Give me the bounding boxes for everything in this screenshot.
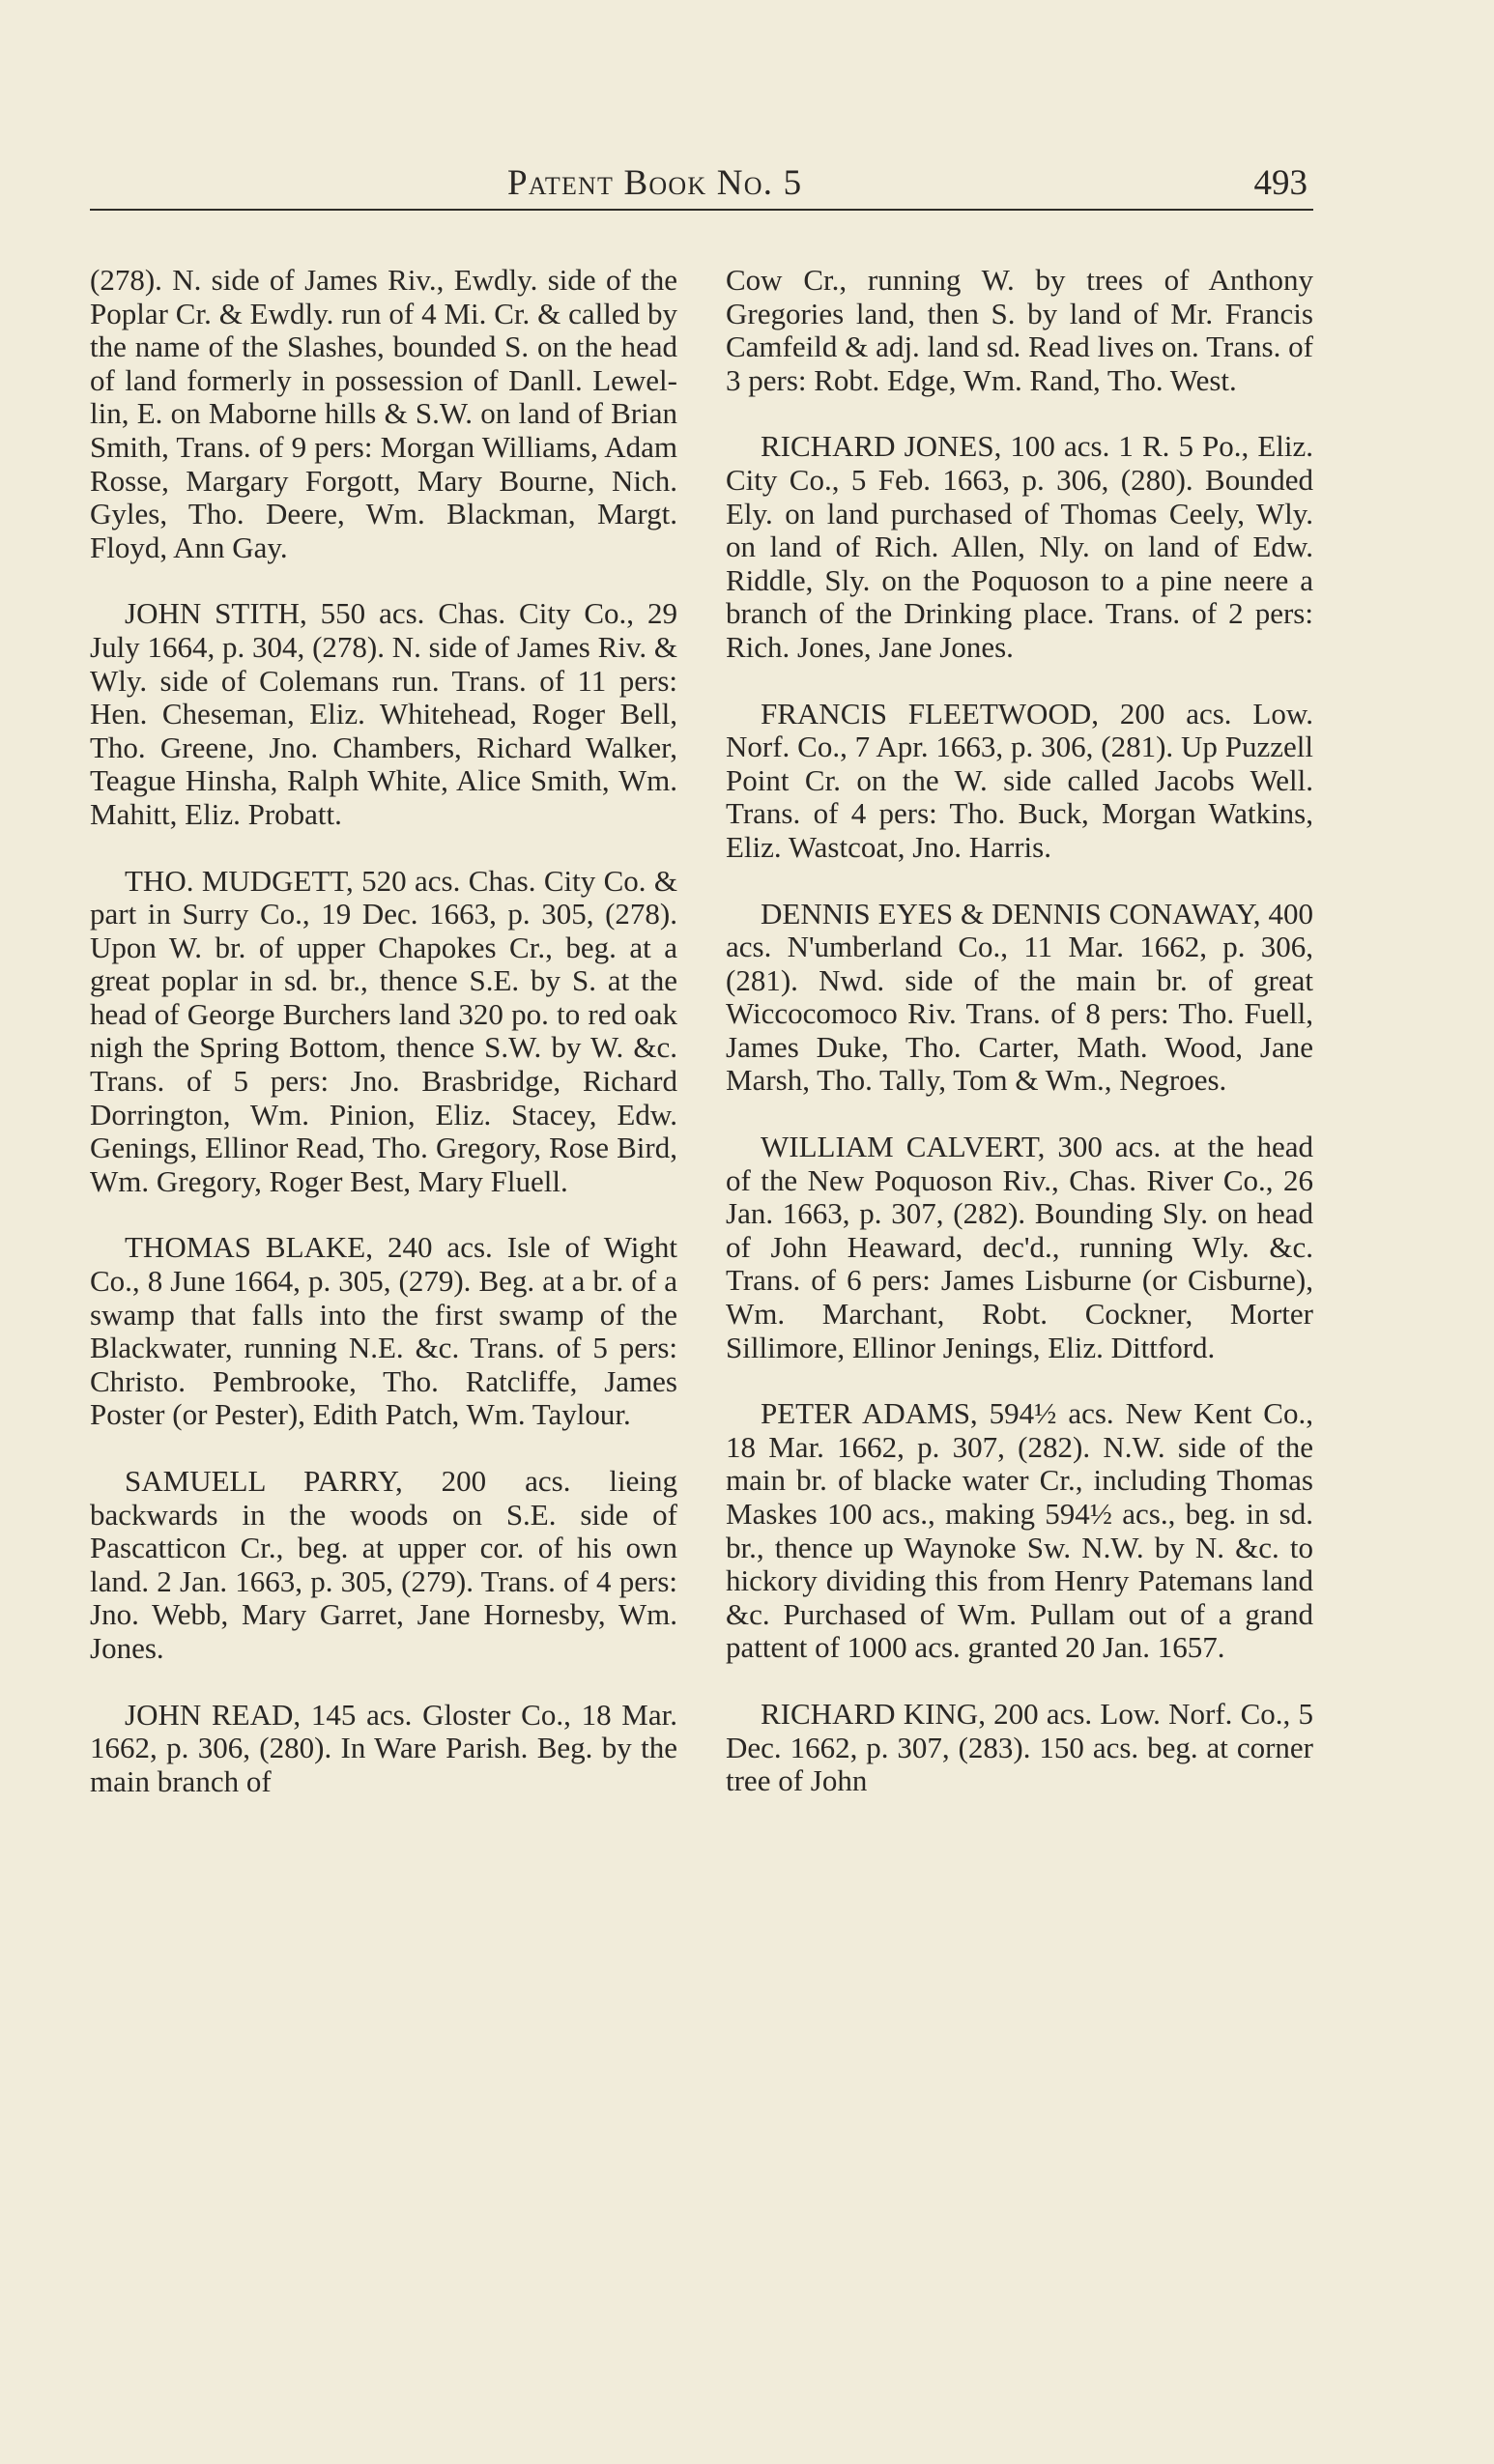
running-header — [90, 155, 1313, 211]
patent-entry-tho-mudgett: THO. MUDGETT, 520 acs. Chas. City Co. & part in Surry Co., 19 Dec. 1663, p. 305, (278). Upon W. br. of upper Chapokes Cr., beg. at a great poplar in sd. br., thence S.E. by S. at the head of George Burchers land 320 po. to red oak nigh the Spring Bottom, thence S.W. by W. &c. Trans. of 5 pers: Jno. Brasbridge, Richard Dorrington, Wm. Pinion, Eliz. Stacey, Edw. Genings, Ellinor Read, Tho. Gregory, Rose Bird, Wm. Gregory, Roger Best, Mary Fluell. — [90, 863, 677, 1198]
patent-entry-peter-adams: PETER ADAMS, 594½ acs. New Kent Co., 18 Mar. 1662, p. 307, (282). N.W. side of the main br. of blacke water Cr., including Thomas Maskes 100 acs., making 594½ acs., beg. in sd. br., thence up Waynoke Sw. N.W. by N. &c. to hickory dividing this from Henry Patemans land &c. Purchased of Wm. Pullam out of a grand pattent of 1000 acs. granted 20 Jan. 1657. — [726, 1396, 1313, 1665]
page-number: 493 — [1253, 163, 1307, 203]
patent-entry-john-read: JOHN READ, 145 acs. Gloster Co., 18 Mar. 1662, p. 306, (280). In Ware Parish. Beg. by the main branch of — [90, 1697, 677, 1798]
patent-entry-richard-king: RICHARD KING, 200 acs. Low. Norf. Co., 5 Dec. 1662, p. 307, (283). 150 acs. beg. at corner tree of John — [726, 1696, 1313, 1798]
patent-entry-richard-jones: RICHARD JONES, 100 acs. 1 R. 5 Po., Eliz. City Co., 5 Feb. 1663, p. 306, (280). Bounded Ely. on land purchased of Thomas Ceely, Wly. on land of Rich. Allen, Nly. on land of Edw. Riddle, Sly. on the Poquoson to a pine neere a branch of the Drinking place. Trans. of 2 pers: Rich. Jones, Jane Jones. — [726, 429, 1313, 664]
patent-entry-continued: (278). N. side of James Riv., Ewdly. side of the Poplar Cr. & Ewdly. run of 4 Mi. Cr. & called by the name of the Slashes, bounded S. on the head of land formerly in possession of Danll. Lewellin, E. on Maborne hills & S.W. on land of Brian Smith, Trans. of 9 pers: Morgan Williams, Adam Rosse, Margary Forgott, Mary Bourne, Nich. Gyles, Tho. Deere, Wm. Blackman, Margt. Floyd, Ann Gay. — [90, 263, 677, 564]
patent-entry-john-read-continued: Cow Cr., running W. by trees of Anthony Gregories land, then S. by land of Mr. Francis Camfeild & adj. land sd. Read lives on. Trans. of 3 pers: Robt. Edge, Wm. Rand, Tho. West. — [726, 263, 1313, 397]
patent-entry-samuell-parry: SAMUELL PARRY, 200 acs. lieing backwards in the woods on S.E. side of Pascatticon Cr., beg. at upper cor. of his own land. 2 Jan. 1663, p. 305, (279). Trans. of 4 pers: Jno. Webb, Mary Garret, Jane Hornesby, Wm. Jones. — [90, 1464, 677, 1665]
patent-entry-dennis-eyes: DENNIS EYES & DENNIS CONAWAY, 400 acs. N'umberland Co., 11 Mar. 1662, p. 306, (281). Nwd. side of the main br. of great Wiccocomoco Riv. Trans. of 8 pers: Tho. Fuell, James Duke, Tho. Carter, Math. Wood, Jane Marsh, Tho. Tally, Tom & Wm., Negroes. — [726, 896, 1313, 1098]
header-title: Patent Book No. 5 — [507, 163, 803, 203]
patent-entry-john-stith: JOHN STITH, 550 acs. Chas. City Co., 29 July 1664, p. 304, (278). N. side of James Riv. & Wly. side of Colemans run. Trans. of 11 pers: Hen. Cheseman, Eliz. Whitehead, Roger Bell, Tho. Greene, Jno. Chambers, Richard Walker, Teague Hinsha, Ralph White, Alice Smith, Wm. Mahitt, Eliz. Probatt. — [90, 596, 677, 831]
right-column — [726, 264, 1313, 1798]
patent-entry-thomas-blake: THOMAS BLAKE, 240 acs. Isle of Wight Co., 8 June 1664, p. 305, (279). Beg. at a br. of a swamp that falls into the first swamp of the Blackwater, running N.E. &c. Trans. of 5 pers: Christo. Pembrooke, Tho. Ratcliffe, James Poster (or Pester), Edith Patch, Wm. Taylour. — [90, 1230, 677, 1432]
patent-entry-francis-fleetwood: FRANCIS FLEETWOOD, 200 acs. Low. Norf. Co., 7 Apr. 1663, p. 306, (281). Up Puzzell Point Cr. on the W. side called Jacobs Well. Trans. of 4 pers: Tho. Buck, Morgan Watkins, Eliz. Wastcoat, Jno. Harris. — [726, 696, 1313, 864]
left-column — [90, 264, 677, 1798]
patent-entry-william-calvert: WILLIAM CALVERT, 300 acs. at the head of the New Poquoson Riv., Chas. River Co., 26 Jan. 1663, p. 307, (282). Bounding Sly. on head of John Heaward, dec'd., running Wly. &c. Trans. of 6 pers: James Lisburne (or Cisburne), Wm. Marchant, Robt. Cockner, Morter Sillimore, Ellinor Jenings, Eliz. Dittford. — [726, 1130, 1313, 1364]
